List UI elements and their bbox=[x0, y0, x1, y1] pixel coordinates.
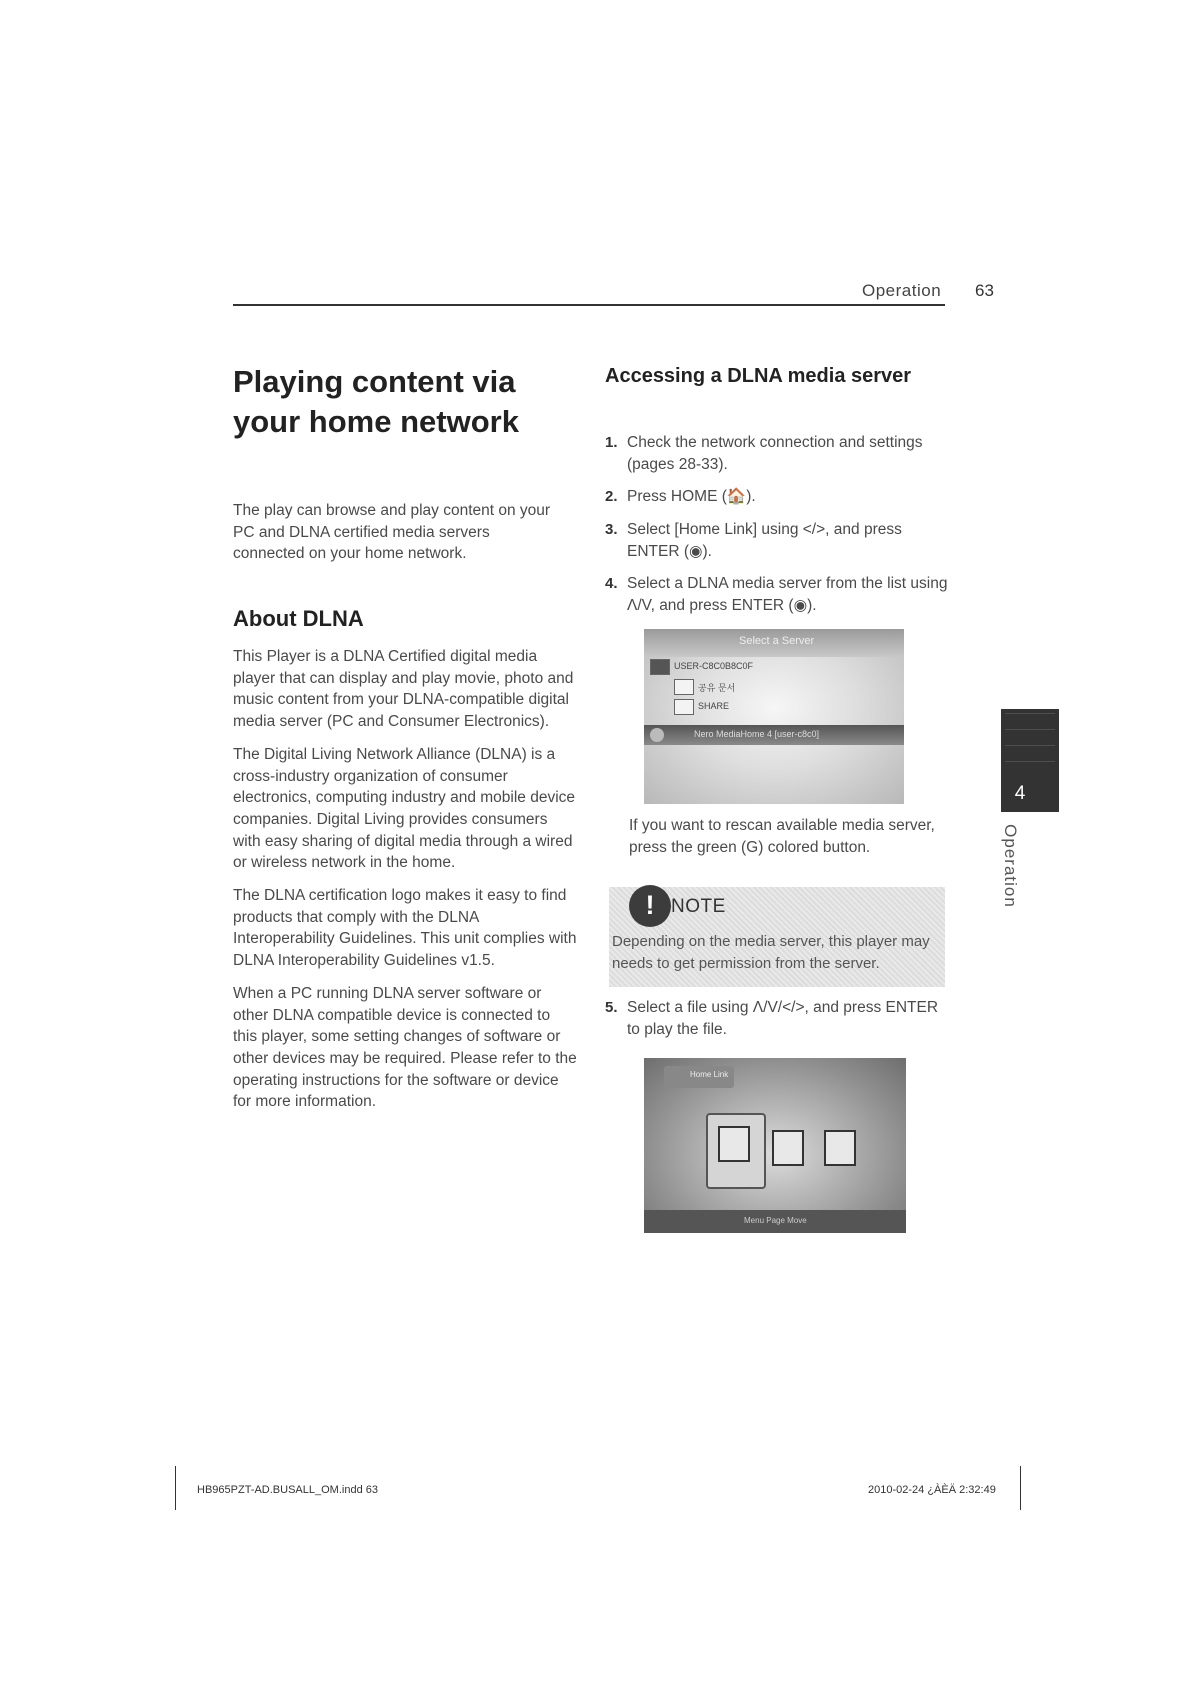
about-dlna-body bbox=[233, 646, 578, 1124]
folder-icon bbox=[674, 699, 694, 715]
disc-icon bbox=[650, 728, 664, 742]
exclamation-icon: ! bbox=[629, 885, 671, 927]
screen-bottom-help: Menu Page Move bbox=[744, 1216, 807, 1225]
step-number: 1. bbox=[605, 434, 618, 451]
step-text: Select a file using Λ/V/</>, and press ENTER to play the file. bbox=[627, 999, 939, 1038]
step-text: Select a DLNA media server from the list using Λ/V, and press ENTER (◉). bbox=[627, 575, 948, 614]
step-number: 2. bbox=[605, 488, 618, 505]
step-text: Select [Home Link] using </>, and press ENTER (◉). bbox=[627, 521, 902, 560]
intro-paragraph: The play can browse and play content on your PC and DLNA certified media servers connected on your home network. bbox=[233, 502, 551, 563]
step-1 bbox=[605, 432, 950, 475]
step-5 bbox=[605, 997, 950, 1040]
about-paragraph: The DLNA certification logo makes it easy to find products that comply with the DLNA Interoperability Guidelines. This unit complies with DLNA Interoperability Guidelines v1.5. bbox=[233, 887, 577, 970]
step-4 bbox=[605, 573, 950, 616]
screen-titlebar bbox=[644, 629, 904, 657]
chapter-tab-pattern bbox=[1005, 713, 1055, 777]
crop-mark bbox=[175, 1466, 176, 1510]
crop-mark bbox=[1020, 1466, 1021, 1510]
chapter-tab bbox=[1001, 709, 1059, 812]
chapter-number: 4 bbox=[1014, 783, 1026, 804]
folder-icon bbox=[772, 1130, 804, 1166]
page-title: Playing content via your home network bbox=[233, 364, 519, 439]
page-number: 63 bbox=[975, 281, 994, 300]
step-text: Check the network connection and settings (pages 28-33). bbox=[627, 434, 923, 473]
select-server-screenshot bbox=[644, 629, 904, 804]
screen-bottom-bar bbox=[644, 1210, 906, 1233]
note-box bbox=[609, 887, 945, 987]
selected-server-label: Nero MediaHome 4 [user-c8c0] bbox=[694, 729, 820, 739]
selected-server-bar bbox=[644, 725, 904, 745]
folder-icon bbox=[718, 1126, 750, 1162]
server-item: USER-C8C0B8C0F bbox=[674, 661, 754, 671]
step-number: 3. bbox=[605, 521, 618, 538]
home-link-header bbox=[664, 1066, 734, 1088]
about-paragraph: This Player is a DLNA Certified digital media player that can display and play movie, photo and music content from your DLNA-compatible digital media server (PC and Consumer Electronics). bbox=[233, 648, 574, 731]
step-2 bbox=[605, 486, 950, 508]
server-item: 공유 문서 bbox=[698, 683, 736, 693]
header-rule bbox=[233, 304, 945, 306]
folder-icon bbox=[824, 1130, 856, 1166]
footer-filename: HB965PZT-AD.BUSALL_OM.indd 63 bbox=[197, 1484, 378, 1496]
step-number: 5. bbox=[605, 999, 618, 1016]
server-item: SHARE bbox=[698, 701, 730, 711]
footer-timestamp: 2010-02-24 ¿ÀÈÄ 2:32:49 bbox=[868, 1484, 996, 1496]
chapter-label-text: Operation bbox=[1001, 824, 1020, 908]
about-dlna-heading: About DLNA bbox=[233, 606, 364, 631]
home-link-title: Home Link bbox=[690, 1070, 729, 1079]
rescan-paragraph: If you want to rescan available media server, press the green (G) colored button. bbox=[629, 817, 935, 856]
folder-icon bbox=[674, 679, 694, 695]
server-icon bbox=[650, 659, 670, 675]
screen-title: Select a Server bbox=[739, 635, 815, 647]
about-paragraph: When a PC running DLNA server software or other DLNA compatible device is connected to this player, some setting changes of software or other devices may be required. Please refer to the operating instructions for the software or device for more information. bbox=[233, 984, 577, 1111]
accessing-server-heading: Accessing a DLNA media server bbox=[605, 365, 912, 387]
chapter-label bbox=[996, 822, 1024, 912]
step-3 bbox=[605, 519, 950, 562]
running-header-section: Operation bbox=[862, 281, 942, 300]
note-text: Depending on the media server, this player may needs to get permission from the server. bbox=[612, 933, 930, 972]
home-link-screenshot bbox=[644, 1058, 906, 1233]
step-text: Press HOME (🏠). bbox=[627, 488, 756, 505]
step-number: 4. bbox=[605, 575, 618, 592]
about-paragraph: The Digital Living Network Alliance (DLNA) is a cross-industry organization of consumer electronics, computing industry and mobile device companies. Digital Living provides consumers with easy sharing of digital media through a wired or wireless network in the home. bbox=[233, 745, 576, 872]
note-title: NOTE bbox=[671, 896, 726, 917]
